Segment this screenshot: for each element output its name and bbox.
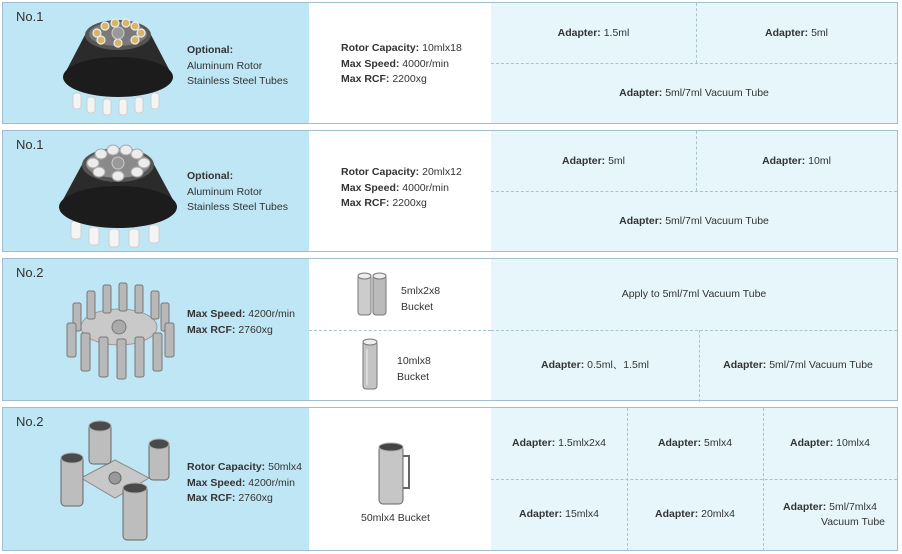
desc-line: Stainless Steel Tubes (187, 75, 288, 87)
desc-line: Aluminum Rotor (187, 185, 263, 198)
spec-key: Max Speed: (341, 57, 400, 70)
rotor-description (187, 460, 302, 507)
rotor-card-1 (2, 2, 898, 124)
spec-value: 20mlx12 (419, 166, 462, 178)
spec-value: 4000r/min (399, 181, 449, 194)
fixed-angle-rotor-18-icon (53, 11, 183, 122)
adapter-cell: Adapter: 5ml/7ml Vacuum Tube (723, 359, 873, 371)
spec-key: Max RCF: (341, 73, 390, 85)
model-number: No.2 (16, 414, 44, 429)
spec-line (341, 72, 462, 88)
spec-value: 4000r/min (399, 57, 449, 70)
bucket-label: 5mlx2x8 Bucket (401, 285, 441, 313)
adapter-cell: Adapter: 5ml/7ml Vacuum Tube (619, 214, 769, 227)
desc-line: Max RCF: 2760xg (187, 492, 273, 504)
bucket-label: 10mlx8 Bucket (397, 355, 431, 383)
desc-line: Max RCF: 2760xg (187, 323, 273, 336)
adapter-cell: Adapter: 5mlx4 (657, 437, 733, 449)
apply-note: Apply to 5ml/7ml Vacuum Tube (621, 288, 767, 300)
adapter-panel (491, 131, 897, 251)
adapter-cell: Adapter: 20mlx4 (655, 508, 735, 520)
spec-line (341, 196, 462, 212)
spec-line (341, 57, 462, 73)
desc-line: Optional: (187, 170, 234, 182)
spec-key: Max RCF: (341, 197, 390, 209)
adapter-cell: Adapter: 0.5ml、1.5ml (541, 359, 649, 371)
adapter-cell: Adapter: 5ml/7mlx4 Vacuum Tube (783, 500, 885, 528)
rotor-description (187, 43, 288, 90)
adapter-cell: Adapter: 10ml (762, 154, 831, 167)
rotor-card-3 (2, 258, 898, 401)
rotor-image-panel (3, 131, 309, 251)
adapter-cell: Adapter: 1.5mlx2x4 (512, 437, 606, 449)
bucket-panel (309, 259, 491, 400)
rotor-description (187, 169, 288, 216)
rotor-image-panel (3, 259, 309, 400)
adapter-panel (491, 408, 897, 550)
rotor-image-panel (3, 3, 309, 123)
adapter-cell: Adapter: 15mlx4 (519, 508, 599, 520)
rotor-description (187, 307, 295, 338)
rotor-card-2 (2, 130, 898, 252)
spec-line (341, 165, 462, 181)
model-number: No.1 (16, 137, 44, 152)
desc-line: Max Speed: 4200r/min (187, 308, 295, 320)
adapter-cell: Adapter: 5ml (561, 154, 625, 167)
spec-key: Rotor Capacity: (341, 166, 420, 178)
spec-line (341, 41, 462, 57)
desc-line: Stainless Steel Tubes (187, 201, 288, 213)
rotor-image-panel (3, 408, 309, 550)
swing-rotor-16-icon (59, 277, 179, 390)
model-number: No.2 (16, 265, 44, 280)
bucket-panel (309, 408, 491, 550)
desc-line: Aluminum Rotor (187, 59, 263, 72)
adapter-cell: Adapter: 10mlx4 (790, 437, 870, 449)
spec-key: Rotor Capacity: (341, 42, 420, 54)
spec-panel (309, 3, 491, 123)
adapter-cell: Adapter: 1.5ml (557, 26, 630, 39)
adapter-cell: Adapter: 5ml (764, 26, 828, 39)
swing-rotor-4-icon (53, 418, 177, 547)
fixed-angle-rotor-12-icon (51, 139, 185, 252)
rotor-card-4 (2, 407, 898, 551)
desc-line: Rotor Capacity: 50mlx4 (187, 461, 302, 473)
adapter-panel (491, 3, 897, 123)
desc-line: Max Speed: 4200r/min (187, 476, 295, 489)
desc-line: Optional: (187, 44, 234, 56)
spec-value: 10mlx18 (419, 42, 462, 54)
spec-line (341, 181, 462, 197)
spec-key: Max Speed: (341, 181, 400, 194)
spec-panel (309, 131, 491, 251)
large-bucket-icon (373, 440, 413, 511)
spec-value: 2200xg (389, 73, 427, 85)
adapter-cell: Adapter: 5ml/7ml Vacuum Tube (619, 86, 769, 99)
double-bucket-icon (355, 269, 389, 322)
bucket-label: 50mlx4 Bucket (361, 512, 430, 524)
model-number: No.1 (16, 9, 44, 24)
adapter-panel (491, 259, 897, 400)
single-bucket-icon (359, 337, 381, 396)
spec-value: 2200xg (389, 197, 427, 209)
